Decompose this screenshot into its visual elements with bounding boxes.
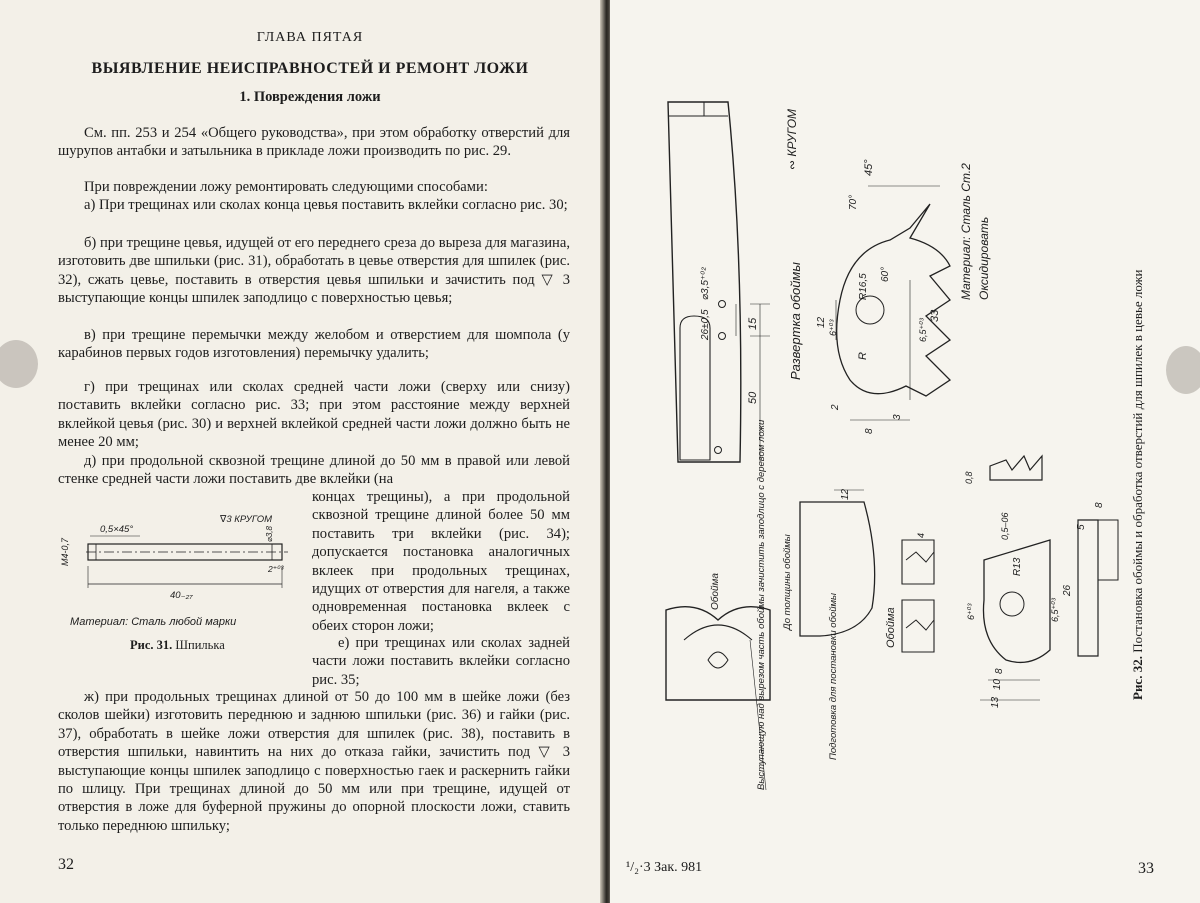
dim-12: 12 — [816, 316, 827, 328]
dim-8c: 8 — [1094, 502, 1105, 508]
label-razvertka: Развертка обоймы — [788, 262, 803, 380]
paragraph-g: г) при трещинах или сколах средней части ложи (сверху или снизу) поставить вклейки согласно рис. 33; при этом расстояние между верхней вклейкой цевья (рис. 30) и верхней вклейкой средней части ложи должно быть не менее 20 мм; — [58, 379, 570, 451]
dim-5: 5 — [1076, 524, 1087, 530]
caption-number: Рис. 32. — [1130, 656, 1145, 700]
dim-13: 13 — [990, 696, 1001, 708]
label-finish: ∇3 КРУГОМ — [220, 514, 273, 525]
dim-45: 45° — [863, 159, 875, 176]
dim-r13: R13 — [1012, 557, 1023, 576]
label-do-tolshchiny: До толщины обоймы — [782, 534, 793, 630]
label-krugom: ∾ КРУГОМ — [785, 108, 799, 170]
caption-text: Постановка обоймы и обработка отверстий для шпилек в цевье ложи — [1130, 269, 1145, 653]
dim-60: 60° — [880, 266, 891, 282]
dim-65: 6,5⁺⁰³ — [918, 318, 928, 342]
caption-text: Шпилька — [175, 638, 225, 652]
dim-26b: 26 — [1062, 584, 1073, 596]
dim-2: 2 — [830, 404, 841, 410]
dim-08: 0,8 — [964, 471, 974, 484]
caption-number: Рис. 31. — [130, 638, 173, 652]
dim-70: 70° — [848, 194, 859, 210]
dim-26: 26±0,5 — [700, 309, 711, 340]
right-page — [610, 0, 1200, 903]
figure-32-drawing — [610, 0, 1200, 903]
label-oboima: Обойма — [710, 573, 721, 610]
figure-32-caption — [1130, 269, 1146, 700]
label-m4: M4-0,7 — [60, 537, 70, 566]
paragraph-methods: При повреждении ложу ремонтировать следующими способами: — [84, 179, 488, 195]
paragraph-b: б) при трещине цевья, идущей от его переднего среза до выреза для магазина, изготовить две шпильки (рис. 31), обработать в цевье отверстия для шпилек (рис. 32), сжать цевье, поставить в отверстия цевья шпильки и зачистить под ▽ 3 выступающие концы шпилек заподлицо с поверхностью цевья; — [58, 235, 570, 307]
dim-33: 33 — [929, 309, 941, 322]
paragraph-d-continued: концах трещины), а при продольной сквозной трещине длиной более 50 мм поставить три вклейки (рис. 34); допускается постановка аналогичных вклеек при продольных трещинах, идущих от отверстия для нагеля, а также одновременная постановка вклеек с обеих сторон ложи; — [312, 489, 570, 634]
dim-8b: 8 — [994, 668, 1005, 674]
dim-r: R — [857, 352, 869, 360]
label-chamfer: 0,5×45° — [100, 524, 134, 535]
label-oksidirovat: Оксидировать — [977, 216, 991, 300]
dim-15: 15 — [747, 317, 759, 330]
section-heading: 1. Повреждения ложи — [239, 89, 381, 105]
label-podgotovka: Подготовка для постановки обоймы — [828, 593, 839, 760]
page-number: 33 — [1138, 860, 1154, 877]
dim-6: 6⁺⁰³ — [828, 319, 838, 336]
paragraph-d-start: д) при продольной сквозной трещине длиной до 50 мм в правой или левой стенке средней части ложи поставить две вклейки (на — [58, 453, 570, 488]
dim-50: 50 — [747, 391, 759, 404]
dim-10: 10 — [992, 678, 1003, 690]
figure-31-material: Материал: Сталь любой марки — [70, 616, 237, 628]
ink-blot — [0, 340, 38, 388]
label-material: Материал: Сталь Ст.2 — [959, 163, 973, 300]
dim-05: 0,5–06 — [1000, 512, 1010, 540]
paragraph-v: в) при трещине перемычки между желобом и отверстием для шомпола (у карабинов первых годов изготовления) перемычку удалить; — [58, 327, 570, 362]
paragraph-e: е) при трещинах или сколах задней части ложи поставить вклейки согласно рис. 35; — [312, 635, 570, 688]
dim-8: 8 — [864, 428, 875, 434]
dim-6b: 6⁺⁰³ — [966, 603, 976, 620]
dim-dia: ⌀3,5⁺⁰² — [700, 267, 711, 300]
dim-65b: 6,5⁺⁰³ — [1050, 598, 1060, 622]
paragraph-a: а) При трещинах или сколах конца цевья поставить вклейки согласно рис. 30; — [84, 197, 568, 213]
paragraph-zh: ж) при продольных трещинах длиной от 50 до 100 мм в шейке ложи (без сколов шейки) изготовить переднюю и заднюю шпильки (рис. 36) и гайки (рис. 37), обработать в шейке ложи отверстия для шпилек (рис. 38), поставить в отверстия шпильки, навинтить на них до отказа гайки, зачистить под ▽ 3 выступающие концы шпилек заподлицо с поверхностью гаек и раскернить гайки по шлицу. При трещинах длиной до 50 мм или при трещине, идущей от отверстия в ложе для буферной пружины до опорной плоскости ложи, ставить только переднюю шпильку; — [58, 689, 570, 834]
figure-31-caption — [130, 638, 225, 653]
chapter-heading: ГЛАВА ПЯТАЯ — [256, 30, 364, 45]
dim-12b: 12 — [840, 488, 851, 500]
label-vystupayushchuyu: Выступающую над вырезом часть обоймы зачистить заподлицо с деревом ложи — [756, 419, 767, 790]
label-end: 2⁺⁰³ — [268, 564, 284, 574]
paragraph-intro: См. пп. 253 и 254 «Общего руководства», при этом обработку отверстий для шурупов антабки и затыльника в прикладе ложи производить по рис. 29. — [58, 125, 570, 160]
dim-3: 3 — [892, 414, 903, 420]
figure-31 — [60, 508, 300, 658]
page-number: 32 — [58, 856, 74, 873]
label-oboima2: Обойма — [885, 607, 897, 648]
label-diameter: ⌀3,8 — [265, 526, 274, 542]
dim-r165: R16,5 — [858, 273, 869, 300]
dim-4: 4 — [916, 532, 926, 538]
label-length: 40₋₂₇ — [170, 590, 193, 601]
chapter-title: ВЫЯВЛЕНИЕ НЕИСПРАВНОСТЕЙ И РЕМОНТ ЛОЖИ — [91, 60, 529, 77]
print-order: ¹/₂·3 Зак. 981 — [626, 860, 703, 875]
pin-drawing — [60, 508, 300, 612]
